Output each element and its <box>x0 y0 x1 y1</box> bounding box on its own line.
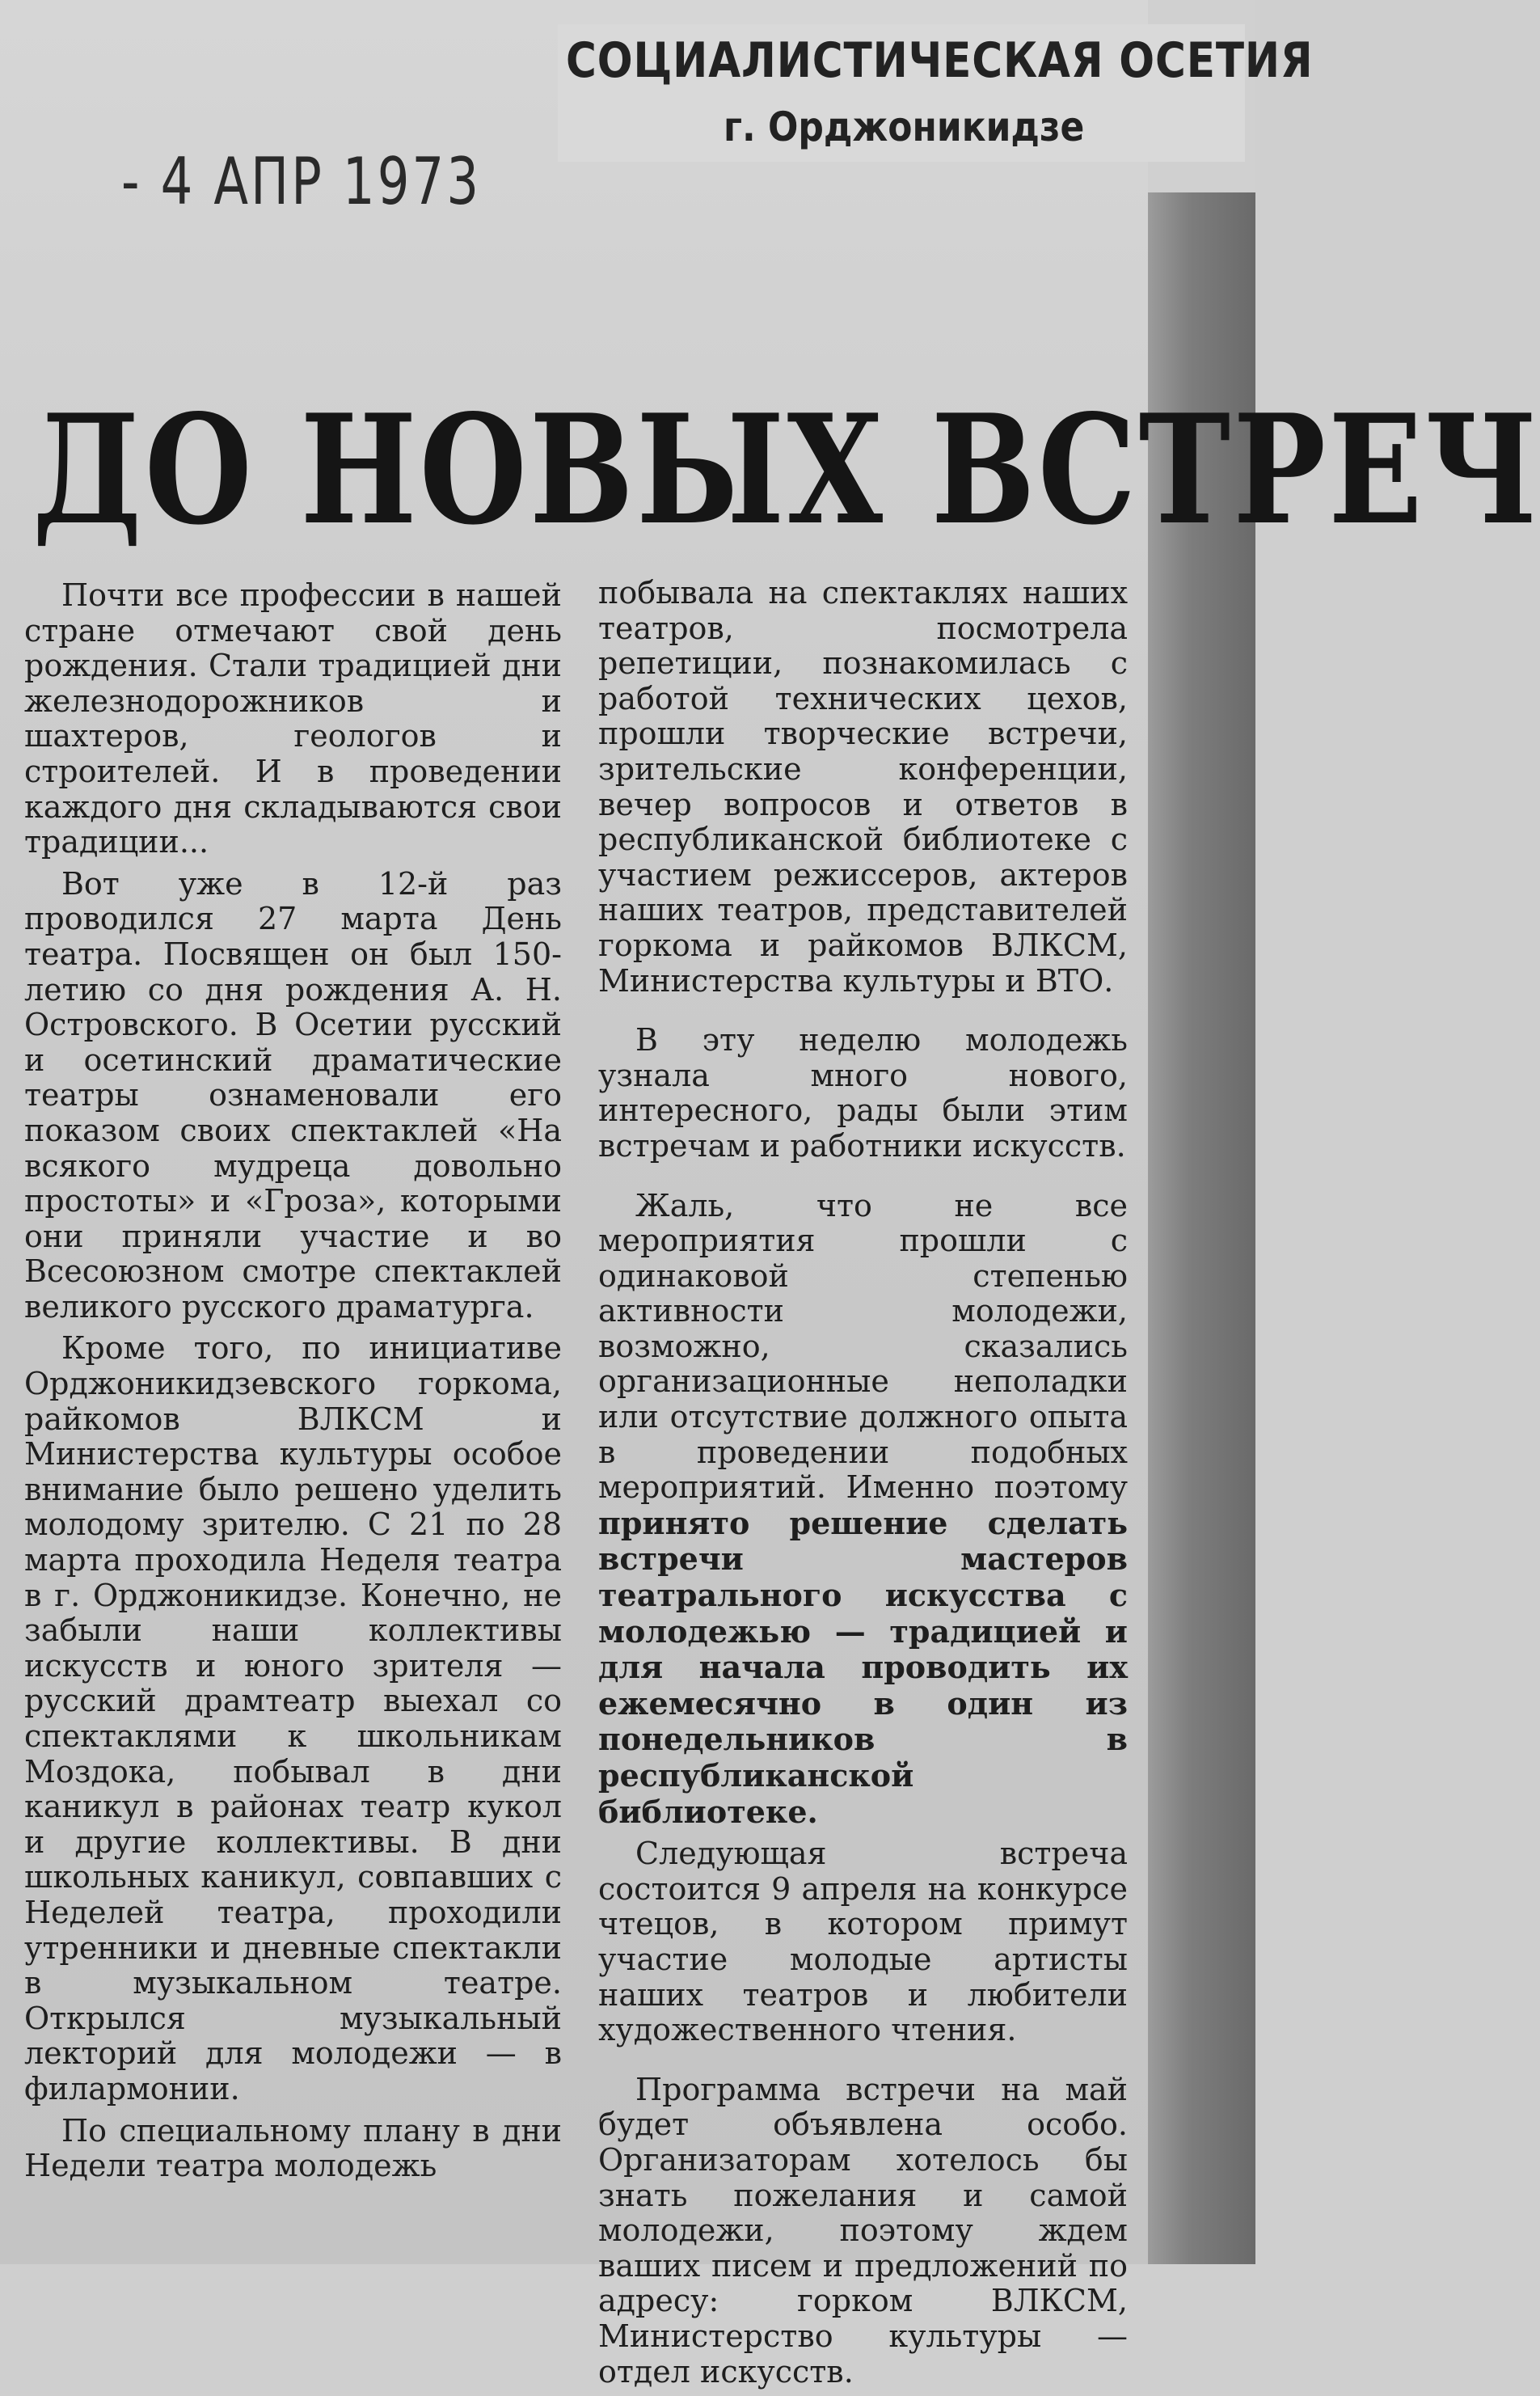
article-paragraph: Кроме того, по инициативе Орджоникидзевского горкома, райкомов ВЛКСМ и Министерства культуры особое внимание было решено уделить молодому зрителю. С 21 по 28 марта проходила Неделя театра в г. Орджоникидзе. Конечно, не забыли наши коллективы искусств и юного зрителя — русский драмтеатр выехал со спектаклями к школьникам Моздока, побывал в дни каникул в районах театр кукол и другие коллективы. В дни школьных каникул, совпавших с Неделей театра, проходили утренники и дневные спектакли в музыкальном театре. Открылся музыкальный лекторий для молодежи — в филармонии. <box>24 1330 562 2107</box>
article-paragraph: Следующая встреча состоится 9 апреля на конкурсе чтецов, в котором примут участие молодые артисты наших театров и любители художественного чтения. <box>598 1836 1128 2048</box>
article-paragraph: Почти все профессии в нашей стране отмечают свой день рождения. Стали традицией дни железнодорожников и шахтеров, геологов и строителей. И в проведении каждого дня складываются свои традиции... <box>24 577 562 860</box>
newspaper-name: СОЦИАЛИСТИЧЕСКАЯ ОСЕТИЯ <box>566 32 1314 89</box>
article-paragraph: По специальному плану в дни Недели театра молодежь <box>24 2112 562 2184</box>
article-paragraph: Программа встречи на май будет объявлена особо. Организаторам хотелось бы знать пожелания и самой молодежи, поэтому ждем ваших писем и предложений по адресу: горком ВЛКСМ, Министерство культуры — отдел искусств. <box>598 2071 1128 2390</box>
date-stamp: - 4 АПР 1973 <box>121 144 482 219</box>
article-text: Жаль, что не все мероприятия прошли с одинаковой степенью активности молодежи, возможно, сказались организационные неполадки или отсутствие должного опыта в проведении подобных мероприятий. Именно поэтому <box>598 1187 1128 1506</box>
article-bold-text: принято решение сделать встречи мастеров театрального искусства с молодежью — традицией и для начала проводить их ежемесячно в один из понедельников в республиканской библиотеке. <box>598 1504 1128 1830</box>
article-paragraph: побывала на спектаклях наших театров, посмотрела репетиции, познакомилась с работой технических цехов, прошли творческие встречи, зрительские конференции, вечер вопросов и ответов в республиканской библиотеке с участием режиссеров, актеров наших театров, представителей горкома и райкомов ВЛКСМ, Министерства культуры и ВТО. <box>598 575 1128 999</box>
article-left-column <box>24 578 562 2191</box>
newspaper-city: г. Орджоникидзе <box>724 104 1085 150</box>
article-paragraph-mixed <box>598 1189 1128 1831</box>
article-right-column <box>598 576 1128 2396</box>
article-paragraph: Вот уже в 12-й раз проводился 27 марта День театра. Посвящен он был 150-летию со дня рождения А. Н. Островского. В Осетии русский и осетинский драматические театры ознаменовали его показом своих спектаклей «На всякого мудреца довольно простоты» и «Гроза», которыми они приняли участие и во Всесоюзном смотре спектаклей великого русского драматурга. <box>24 865 562 1325</box>
article-paragraph: В эту неделю молодежь узнала много нового, интересного, рады были этим встречам и работники искусств. <box>598 1022 1128 1164</box>
article-headline: ДО НОВЫХ ВСТРЕЧ <box>32 381 1540 558</box>
